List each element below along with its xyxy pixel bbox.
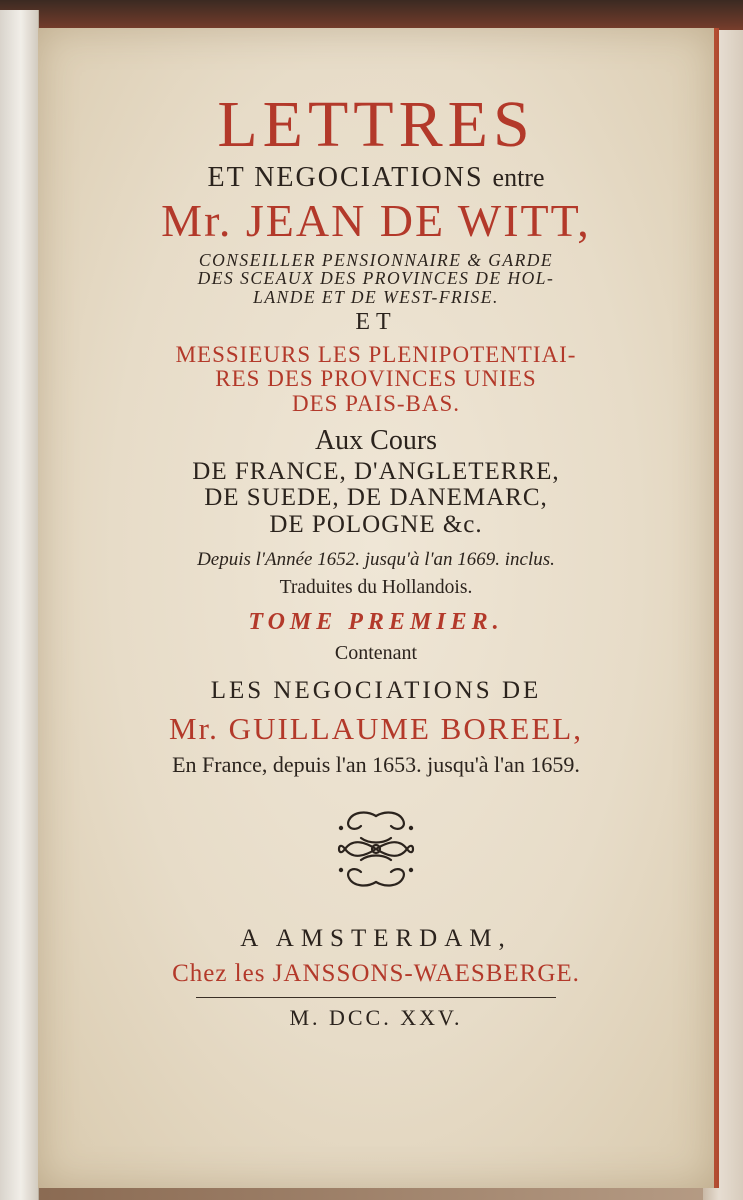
conseiller-line: CONSEILLER PENSIONNAIRE & GARDE <box>198 249 554 270</box>
guillaume-boreel: Mr. GUILLAUME BOREEL, <box>169 710 583 746</box>
cours-line: DE FRANCE, D'ANGLETERRE, <box>192 458 560 486</box>
messieurs-line: RES DES PROVINCES UNIES <box>215 366 537 392</box>
imprint-date: M. DCC. XXV. <box>289 1004 463 1030</box>
title-et: ET <box>355 309 397 336</box>
title-page <box>38 28 717 1188</box>
title-jean-de-witt: Mr. JEAN DE WITT, <box>161 194 591 246</box>
left-page-edge <box>0 10 39 1200</box>
fleuron-ornament-icon <box>331 808 421 890</box>
conseiller-block <box>78 251 674 306</box>
les-negociations: LES NEGOCIATIONS DE <box>210 677 542 705</box>
imprint-publisher: Chez les JANSSONS-WAESBERGE. <box>172 959 580 987</box>
en-france-line: En France, depuis l'an 1653. jusqu'à l'an 1659. <box>172 752 580 778</box>
messieurs-line: DES PAIS-BAS. <box>291 390 461 416</box>
messieurs-line: MESSIEURS LES PLENIPOTENTIAI- <box>175 342 577 368</box>
title-et-negociations: ET NEGOCIATIONS <box>207 162 484 194</box>
imprint-rule <box>196 997 556 998</box>
title-page-text <box>78 88 674 1029</box>
messieurs-block <box>78 343 674 415</box>
date-range-line: Depuis l'Année 1652. jusqu'à l'an 1669. inclus. <box>197 548 555 570</box>
tome-premier: TOME PREMIER. <box>248 609 504 636</box>
translation-note: Traduites du Hollandois. <box>279 576 473 598</box>
cours-line: DE POLOGNE &c. <box>269 510 483 538</box>
conseiller-line: LANDE ET DE WEST-FRISE. <box>253 286 499 307</box>
aux-cours: Aux Cours <box>314 424 438 456</box>
title-lettres: LETTRES <box>217 88 535 161</box>
cours-block <box>78 459 674 538</box>
conseiller-line: DES SCEAUX DES PROVINCES DE HOL- <box>197 268 555 289</box>
title-entre: entre <box>492 163 545 193</box>
title-et-negociations-line <box>78 163 674 192</box>
contenant: Contenant <box>334 642 418 665</box>
cours-line: DE SUEDE, DE DANEMARC, <box>204 484 548 512</box>
imprint-city: A AMSTERDAM, <box>240 925 512 953</box>
